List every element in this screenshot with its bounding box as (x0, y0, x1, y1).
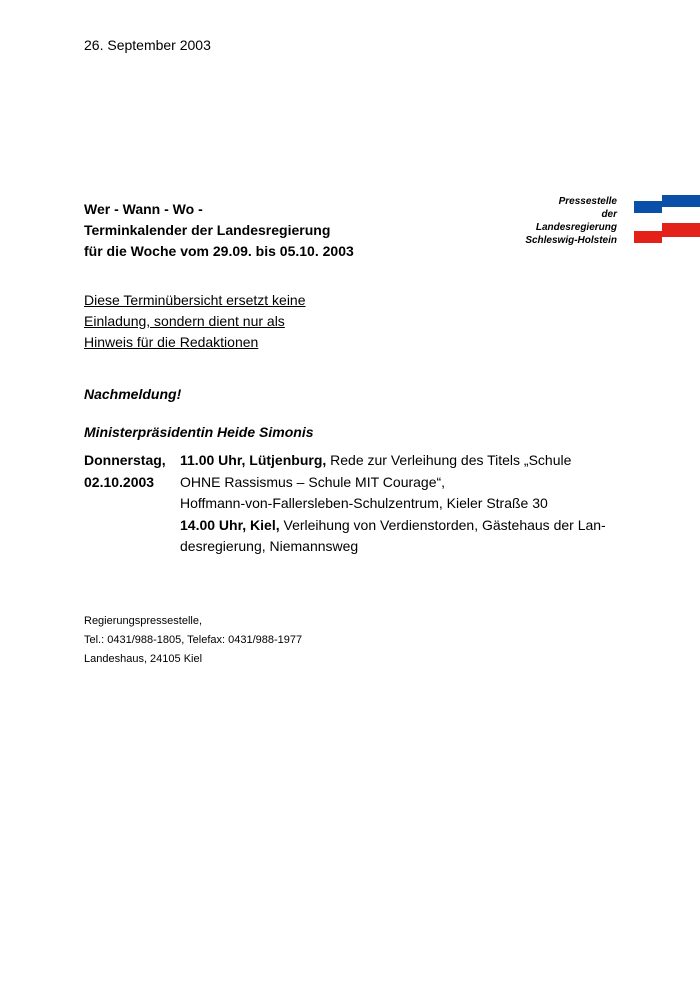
entry-events (180, 450, 620, 558)
press-office-line-4: Schleswig-Holstein (525, 235, 617, 246)
footer-line-2: Tel.: 0431/988-1805, Telefax: 0431/988-1977 (84, 634, 303, 646)
flag-blue-band (634, 195, 700, 213)
event-2-line-2: desregierung, Niemannsweg (180, 538, 359, 554)
event-2-line-1 (180, 515, 620, 537)
event-2-time-place: 14.00 Uhr, Kiel, (180, 516, 280, 533)
notice-line-1: Diese Terminübersicht ersetzt keine (84, 292, 306, 308)
event-1-time-place: 11.00 Uhr, Lütjenburg, (180, 452, 327, 468)
document-title (84, 199, 354, 262)
press-office-line-3: Landesregierung (535, 222, 617, 233)
press-office-label (496, 195, 617, 247)
footer-line-3: Landeshaus, 24105 Kiel (84, 653, 203, 665)
title-line-2: Terminkalender der Landesregierung (84, 222, 331, 238)
flag-red-band (634, 223, 700, 243)
document-date: 26. September 2003 (84, 37, 211, 53)
notice-line-2: Einladung, sondern dient nur als (84, 313, 285, 329)
title-line-3: für die Woche vom 29.09. bis 05.10. 2003 (84, 243, 354, 259)
press-office-line-2: der (601, 209, 617, 220)
person-heading: Ministerpräsidentin Heide Simonis (84, 424, 314, 440)
event-1-line-3: Hoffmann-von-Fallersleben-Schulzentrum, Kieler Straße 30 (180, 495, 548, 511)
entry-date: 02.10.2003 (84, 473, 155, 490)
entry-day-column (84, 450, 166, 493)
notice-text (84, 290, 306, 353)
title-line-1: Wer - Wann - Wo - (84, 201, 203, 217)
event-2-description: Verleihung von Verdienstorden, Gästehaus der Lan- (283, 516, 606, 533)
notice-line-3: Hinweis für die Redaktionen (84, 334, 259, 350)
event-1-description: Rede zur Verleihung des Titels „Schule (330, 452, 572, 468)
press-office-line-1: Pressestelle (558, 196, 617, 207)
footer-line-1: Regierungspressestelle, (84, 615, 203, 627)
state-flag-logo (632, 193, 700, 243)
contact-footer (84, 612, 302, 669)
event-1-line-1 (180, 450, 620, 472)
event-1-line-2: OHNE Rassismus – Schule MIT Courage“, (180, 473, 446, 490)
entry-day: Donnerstag, (84, 452, 166, 468)
late-notice-heading: Nachmeldung! (84, 386, 182, 402)
